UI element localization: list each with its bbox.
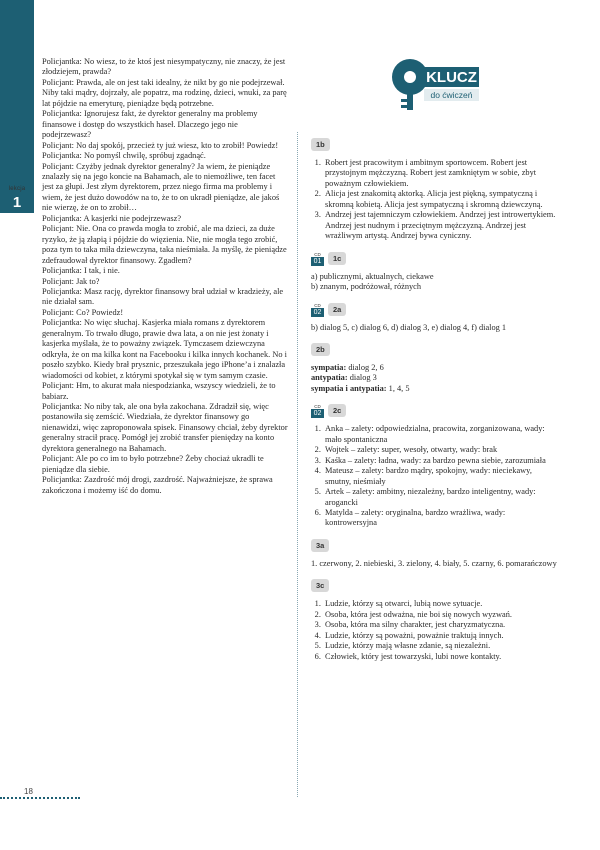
- answer-list: [311, 424, 559, 529]
- dialogue-line: [42, 277, 288, 287]
- answer-line: [311, 373, 559, 383]
- dialogue-line: [42, 224, 288, 266]
- dialogue-line: [42, 308, 288, 318]
- dialogue-line: [42, 454, 288, 475]
- speaker-label: Policjant:: [42, 140, 77, 150]
- key-tooth-1: [401, 99, 407, 102]
- dialogue-text: Jak to?: [76, 276, 100, 286]
- dialogue-column: [42, 57, 288, 496]
- dialogue-line: [42, 57, 288, 78]
- exercise-1c: [311, 252, 559, 293]
- speaker-label: Policjant:: [42, 381, 77, 391]
- dialogue-line: [42, 402, 288, 454]
- exercise-label: 1b: [311, 138, 330, 151]
- cd-label: CD: [314, 302, 321, 308]
- answer-key-logo: [386, 55, 486, 115]
- cd-icon: [311, 252, 324, 266]
- speaker-label: Policjant:: [42, 224, 77, 234]
- answer-line: b) dialog 5, c) dialog 6, d) dialog 3, e) dialog 4, f) dialog 1: [311, 322, 507, 332]
- cd-number: 02: [311, 308, 324, 317]
- cd-label: CD: [314, 251, 321, 257]
- exercise-label: 2a: [328, 303, 346, 316]
- speaker-label: Policjantka:: [42, 109, 84, 119]
- dialogue-text: Zazdrość mój drogi, zazdrość. Najważniejsze, że sprawa zakończona i możemy iść do domu.: [42, 475, 273, 495]
- dialogue-text: Co? Powiedz!: [76, 307, 124, 317]
- dialogue-line: [42, 151, 288, 161]
- dialogue-text: Nie. Ona co prawda mogła to zrobić, ale ma dzieci, za duże ryzyko, że ją złapią i pójdzie do więzienia. Nie, nie mogła tego zrobić, poza tym to taka miła dziewczyna, taka nieśmiała. Ja myślę, że pieniądze zdefraudował dyrektor finansowy. Zgadłem?: [42, 224, 287, 265]
- bottom-dots: [0, 797, 80, 803]
- lesson-label: lekcja: [8, 186, 26, 192]
- answer-item: 5. Ludzie, którzy mają własne zdanie, są niezależni.: [323, 641, 559, 651]
- answer-line: 1. czerwony, 2. niebieski, 3. zielony, 4. biały, 5. czarny, 6. pomarańczowy: [311, 558, 557, 568]
- answer-item: 4. Mateusz – zalety: bardzo mądry, spokojny, wady: nieciekawy, smutny, nieśmiały: [323, 466, 559, 487]
- answer-value: dialog 2, 6: [346, 362, 384, 372]
- dialogue-text: No pomyśl chwilę, spróbuj zgadnąć.: [83, 151, 206, 161]
- exercise-2c: [311, 404, 559, 529]
- exercise-label: 3c: [311, 579, 329, 592]
- answer-item: 1. Anka – zalety: odpowiedzialna, pracowita, zorganizowana, wady: mało spontaniczna: [323, 424, 559, 445]
- dialogue-line: [42, 287, 288, 308]
- speaker-label: Policjant:: [42, 77, 77, 87]
- dialogue-text: Ale po co im to było potrzebne? Żeby chociaż ukradli te pieniądze dla siebie.: [42, 454, 264, 474]
- dialogue-text: No wiesz, to że ktoś jest niesympatyczny, nie znaczy, że jest złodziejem, prawda?: [42, 57, 286, 77]
- dialogue-line: [42, 78, 288, 109]
- answer-line: [311, 384, 559, 394]
- speaker-label: Policjantka:: [42, 266, 84, 276]
- answer-item: 4. Ludzie, którzy są poważni, poważnie traktują innych.: [323, 631, 559, 641]
- exercise-3a: [311, 539, 559, 569]
- exercise-2b: [311, 343, 559, 394]
- exercise-2a: [311, 303, 559, 333]
- answer-value: dialog 3: [347, 373, 377, 383]
- answer-term: sympatia:: [311, 362, 347, 372]
- answer-value: 1, 4, 5: [386, 383, 410, 393]
- dialogue-text: Masz rację, dyrektor finansowy brał udział w kradzieży, ale nie działał sam.: [42, 286, 284, 307]
- exercise-3c: [311, 579, 559, 662]
- key-tooth-2: [401, 105, 407, 108]
- speaker-label: Policjantka:: [42, 475, 84, 485]
- dialogue-line: [42, 266, 288, 276]
- dialogue-text: Hm, to akurat mała niespodzianka, wszyscy wiedzieli, że to babiarz.: [42, 381, 276, 401]
- answer-item: 2. Alicja jest znakomitą aktorką. Alicja jest piękną, sympatyczną i skromną kobietą. Alicja jest sympatyczną i skromną dziewczyną.: [323, 189, 559, 210]
- dialogue: [42, 57, 288, 496]
- answer-term: sympatia i antypatia:: [311, 383, 387, 393]
- exercise-label: 2b: [311, 343, 330, 356]
- logo-subtitle: do ćwiczeń: [430, 90, 473, 100]
- dialogue-line: [42, 318, 288, 381]
- answer-term: antypatia:: [311, 373, 348, 383]
- answer-item: 1. Ludzie, którzy są otwarci, lubią nowe sytuacje.: [323, 599, 559, 609]
- sidebar-stripe: [0, 0, 34, 212]
- speaker-label: Policjantka:: [42, 318, 84, 328]
- dialogue-line: [42, 162, 288, 214]
- cd-number: 01: [311, 257, 324, 266]
- answer-item: 2. Osoba, która jest odważna, nie boi się nowych wyzwań.: [323, 610, 559, 620]
- exercise-label: 1c: [328, 252, 346, 265]
- exercise-label: 2c: [328, 404, 346, 417]
- key-shaft: [407, 93, 413, 110]
- dialogue-text: Czyżby jednak dyrektor generalny? Ja wiem, że pieniądze znalazły się na jego koncie na Bahamach, ale to niemożliwe, ten facet jest za głupi. Jest złym dyrektorem, przez niego firma ma problemy i wiem, że jest dużo dowodów na to, że to on ukradł pieniądze, ale jakoś nie wierzę, że on to zrobił…: [42, 161, 280, 213]
- cd-number: 02: [311, 409, 324, 418]
- speaker-label: Policjant:: [42, 307, 77, 317]
- lesson-tab: [0, 186, 34, 213]
- cd-icon: [311, 303, 324, 317]
- answer-line: [311, 363, 559, 373]
- speaker-label: Policjant:: [42, 454, 76, 464]
- dialogue-line: [42, 109, 288, 140]
- lesson-number: 1: [0, 193, 34, 213]
- dialogue-line: [42, 475, 288, 496]
- cd-icon: [311, 404, 324, 418]
- answer-item: 3. Andrzej jest tajemniczym człowiekiem. Andrzej jest introwertykiem. Andrzej jest nudnym i przeciętnym mężczyzną. Andrzej jest wrażliwym artystą. Andrzej bywa cyniczny.: [323, 210, 559, 241]
- answer-key-column: [311, 138, 559, 672]
- dialogue-text: No daj spokój, przecież ty już wiesz, kto to zrobił! Powiedz!: [76, 140, 279, 150]
- answer-item: 5. Artek – zalety: ambitny, niezależny, bardzo inteligentny, wady: arogancki: [323, 487, 559, 508]
- exercise-label: 3a: [311, 539, 329, 552]
- dialogue-text: Ignorujesz fakt, że dyrektor generalny ma problemy finansowe i dostęp do wszystkich haseł. Dlaczego jego nie podejrzewasz?: [42, 109, 258, 140]
- dialogue-text: No niby tak, ale ona była zakochana. Zdradził się, więc postanowiła się zemścić. Wiedziała, że dyrektor finansowy go nienawidzi, więc zaproponowała spisek. Finansowy chciał, żeby dyrektor generalny stracił pracę. Pomógł jej zrobić transfer pieniędzy na konto dyrektora generalnego na Bahamach.: [42, 401, 288, 453]
- answer-item: 6. Matylda – zalety: oryginalna, bardzo wrażliwa, wady: kontrowersyjna: [323, 508, 559, 529]
- speaker-label: Policjantka:: [42, 151, 84, 161]
- answer-line: a) publicznymi, aktualnych, ciekawe: [311, 271, 434, 281]
- dialogue-line: [42, 141, 288, 151]
- logo-title: KLUCZ: [426, 69, 477, 86]
- dialogue-text: No więc słuchaj. Kasjerka miała romans z dyrektorem generalnym. To trwało długo, prawie dwa lata, a on nie jest żonaty i kasjerka myślała, że to poważny związek. Tymczasem dziewczyna odkryła, że on ma kilka kont na Facebooku i kilka innych kochanek. No i poszło szybko. Kiedy brał prysznic, przeszukała jego iPhone’a i znalazła wiadomości od kobiet, z którymi spotykał się w tym samym czasie.: [42, 318, 287, 380]
- answer-list: [311, 158, 559, 242]
- answer-item: 3. Kaśka – zalety: ładna, wady: za bardzo pewna siebie, zarozumiała: [323, 456, 559, 466]
- answer-item: 3. Osoba, która ma silny charakter, jest charyzmatyczna.: [323, 620, 559, 630]
- dialogue-text: I tak, i nie.: [83, 266, 120, 276]
- speaker-label: Policjantka:: [42, 213, 84, 223]
- cd-label: CD: [314, 404, 321, 410]
- column-divider: [297, 132, 298, 797]
- speaker-label: Policjant:: [42, 276, 77, 286]
- dialogue-line: [42, 214, 288, 224]
- answer-item: 6. Człowiek, który jest towarzyski, lubi nowe kontakty.: [323, 652, 559, 662]
- speaker-label: Policjantka:: [42, 57, 84, 66]
- page-number: 18: [24, 787, 33, 796]
- key-hole: [404, 71, 416, 83]
- answer-line: b) znanym, podróżował, różnych: [311, 282, 422, 292]
- answer-item: 2. Wojtek – zalety: super, wesoły, otwarty, wady: brak: [323, 445, 559, 455]
- answer-list: [311, 599, 559, 662]
- dialogue-line: [42, 381, 288, 402]
- speaker-label: Policjant:: [42, 161, 77, 171]
- dialogue-text: Prawda, ale on jest taki idealny, że nikt by go nie podejrzewał. Niby taki mądry, dojrzały, ale popatrz, ma rodzinę, dzieci, wnuki, za parę lat pójdzie na emeryturę, pieniądze będą potrzebne.: [42, 77, 287, 108]
- answer-item: 1. Robert jest pracowitym i ambitnym sportowcem. Robert jest przystojnym mężczyzną. Robert jest zamkniętym w sobie, zbyt poważnym człowiekiem.: [323, 158, 559, 189]
- exercise-1b: [311, 138, 559, 242]
- speaker-label: Policjantka:: [42, 286, 84, 296]
- speaker-label: Policjantka:: [42, 401, 84, 411]
- dialogue-text: A kasjerki nie podejrzewasz?: [83, 213, 182, 223]
